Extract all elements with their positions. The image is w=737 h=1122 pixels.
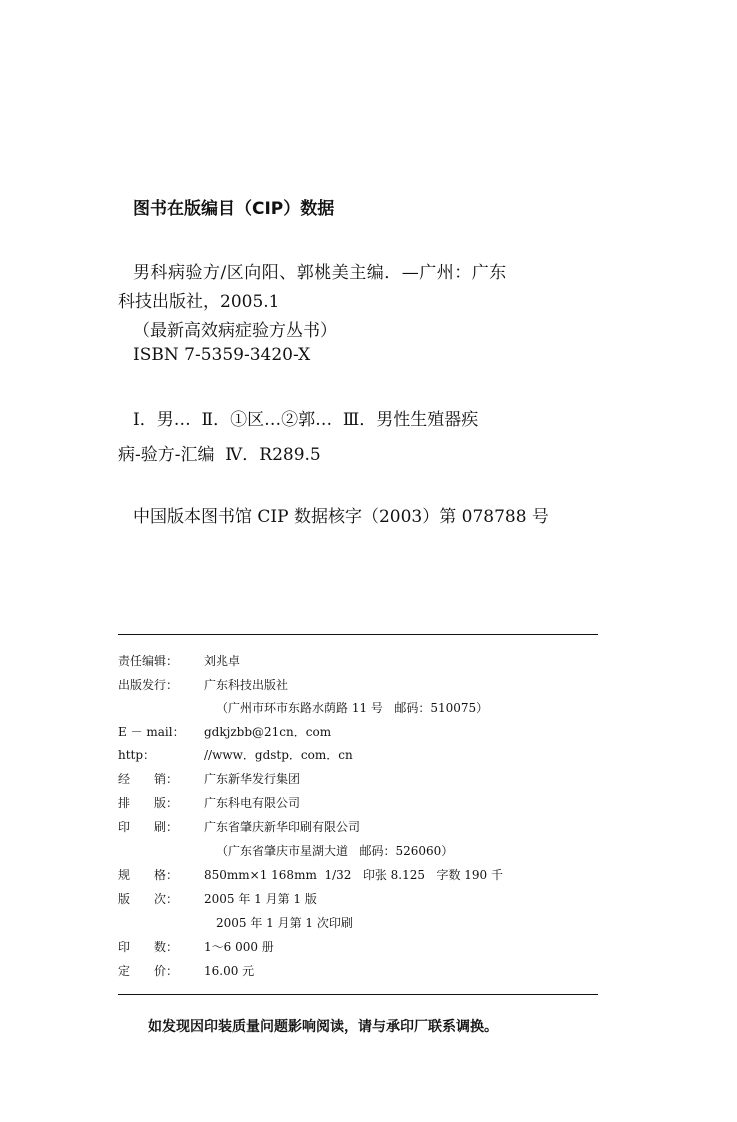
colophon-value: 广东科电有限公司 — [204, 796, 301, 810]
colophon-row — [118, 866, 503, 883]
colophon-label: 定 价： — [118, 964, 179, 978]
colophon-value: 2005 年 1 月第 1 版 — [204, 892, 317, 906]
colophon-value: gdkjzbb@21cn．com — [204, 725, 332, 739]
colophon-value: （广东省肇庆市星湖大道 邮码：526060） — [216, 844, 454, 858]
cip-title: 图书在版编目（CIP）数据 — [133, 199, 335, 219]
colophon-label: 责任编辑： — [118, 654, 179, 668]
colophon-value: 2005 年 1 月第 1 次印刷 — [216, 916, 353, 930]
colophon-row — [118, 652, 240, 669]
colophon-value: 广东科技出版社 — [204, 678, 289, 692]
colophon-row — [118, 818, 360, 835]
colophon-label: 印 刷： — [118, 820, 179, 834]
colophon-value: （广州市环市东路水荫路 11 号 邮码：510075） — [216, 701, 489, 715]
colophon-row — [118, 676, 288, 693]
cip-series: （最新高效病症验方丛书） — [133, 321, 337, 341]
top-divider — [118, 634, 598, 635]
colophon-row — [118, 699, 488, 716]
colophon-row — [118, 723, 331, 740]
colophon-value: 850mm×1 168mm 1/32 印张 8.125 字数 190 千 — [204, 868, 503, 882]
colophon-row — [118, 746, 353, 763]
colophon-label: 印 数： — [118, 940, 179, 954]
cip-entry-line1: 男科病验方/区向阳、郭桃美主编．—广州：广东 — [133, 263, 507, 283]
colophon-value: 16.00 元 — [204, 964, 255, 978]
cip-isbn: ISBN 7-5359-3420-X — [133, 345, 311, 365]
colophon-label: 排 版： — [118, 796, 179, 810]
colophon-label: E － mail： — [118, 725, 185, 739]
colophon-row — [118, 938, 274, 955]
cip-classification-line1: Ⅰ．男… Ⅱ．①区…②郭… Ⅲ．男性生殖器疾 — [133, 410, 479, 430]
colophon-row — [118, 794, 300, 811]
cip-entry-line2: 科技出版社，2005.1 — [118, 292, 280, 312]
bottom-divider — [118, 994, 598, 995]
colophon-row — [118, 770, 300, 787]
colophon-label: 出版发行： — [118, 678, 179, 692]
colophon-value: 广东省肇庆新华印刷有限公司 — [204, 820, 361, 834]
colophon-value: 刘兆卓 — [204, 654, 241, 668]
colophon-value: 1～6 000 册 — [204, 940, 274, 954]
quality-notice: 如发现因印装质量问题影响阅读，请与承印厂联系调换。 — [148, 1019, 498, 1035]
colophon-row — [118, 842, 453, 859]
colophon-label: 版 次： — [118, 892, 179, 906]
colophon-row — [118, 962, 254, 979]
colophon-value: //www．gdstp．com．cn — [204, 748, 353, 762]
cip-record-number: 中国版本图书馆 CIP 数据核字（2003）第 078788 号 — [133, 507, 549, 527]
colophon-label: http： — [118, 748, 156, 762]
colophon-row — [118, 914, 353, 931]
colophon-label: 规 格： — [118, 868, 179, 882]
colophon-label: 经 销： — [118, 772, 179, 786]
cip-classification-line2: 病-验方-汇编 Ⅳ．R289.5 — [118, 445, 321, 465]
colophon-row — [118, 890, 317, 907]
colophon-value: 广东新华发行集团 — [204, 772, 301, 786]
